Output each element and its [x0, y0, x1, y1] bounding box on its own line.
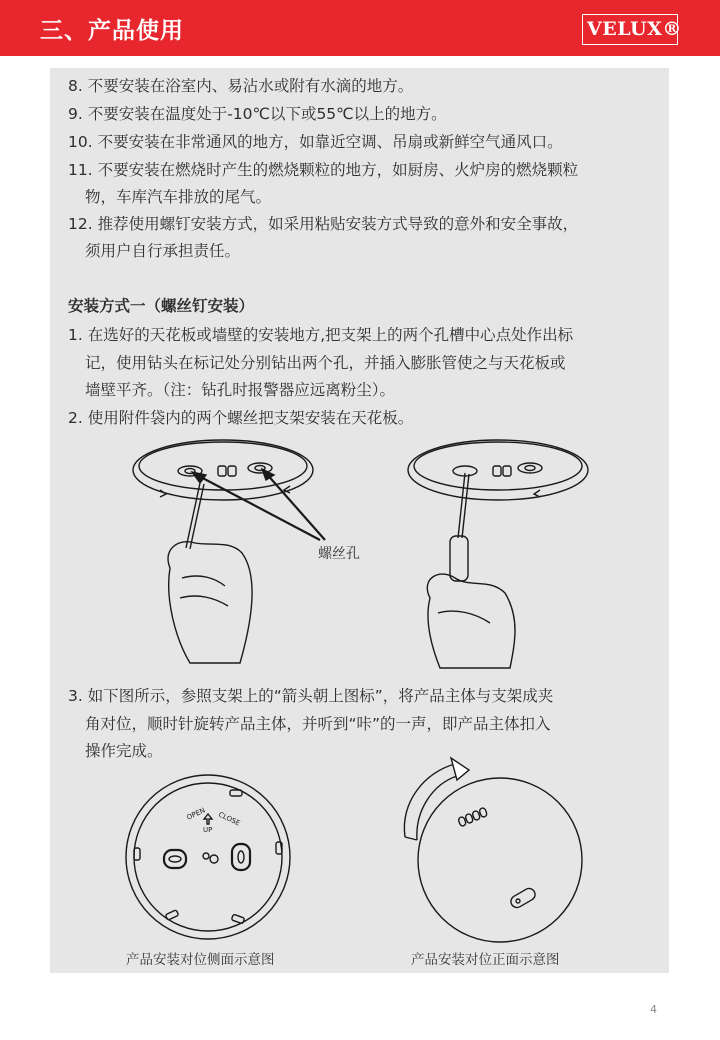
logo-text: VELUX® — [587, 18, 682, 40]
bracket-install-figure — [120, 428, 600, 678]
section-title: 三、产品使用 — [40, 18, 184, 44]
item-9: 9. 不要安装在温度处于-10℃以下或55℃以上的地方。 — [68, 105, 447, 123]
hand-drill-left-drawing — [168, 483, 252, 663]
bracket-left-drawing — [133, 440, 313, 500]
item-10: 10. 不要安装在非常通风的地方，如靠近空调、吊扇或新鲜空气通风口。 — [68, 133, 563, 151]
caption-body: 产品安装对位正面示意图 — [411, 952, 560, 968]
step-3-cont-a: 角对位，顺时针旋转产品主体，并听到“咔”的一声，即产品主体扣入 — [85, 715, 551, 733]
item-11-cont: 物，车库汽车排放的尾气。 — [85, 188, 272, 206]
method-heading: 安装方式一（螺丝钉安装） — [68, 297, 255, 315]
hand-screwdriver-right-drawing — [427, 473, 515, 668]
screw-hole-label: 螺丝孔 — [318, 546, 360, 562]
item-12-cont: 须用户自行承担责任。 — [85, 242, 241, 260]
arrowhead-2 — [262, 469, 274, 480]
caption-bracket: 产品安装对位侧面示意图 — [126, 952, 275, 968]
step-3-cont-b: 操作完成。 — [85, 742, 163, 760]
close-mark: CLOSE — [217, 810, 242, 828]
vent-slots — [458, 807, 488, 827]
bracket-face-figure — [120, 770, 300, 945]
item-12: 12. 推荐使用螺钉安装方式，如采用粘贴安装方式导致的意外和安全事故， — [68, 215, 579, 233]
header-bar — [0, 0, 720, 56]
pointer-line-1 — [195, 474, 320, 540]
step-1-cont-a: 记，使用钻头在标记处分别钻出两个孔，并插入膨胀管使之与天花板或 — [85, 354, 566, 372]
open-mark: OPEN — [185, 806, 207, 822]
arrowhead-1 — [192, 472, 206, 483]
item-11: 11. 不要安装在燃烧时产生的燃烧颗粒的地方，如厨房、火炉房的燃烧颗粒 — [68, 161, 579, 179]
step-2: 2. 使用附件袋内的两个螺丝把支架安装在天花板。 — [68, 409, 414, 427]
page-number: 4 — [650, 1003, 657, 1016]
step-1: 1. 在选好的天花板或墙壁的安装地方,把支架上的两个孔槽中心点处作出标 — [68, 326, 574, 344]
up-mark: UP — [203, 826, 213, 834]
item-8: 8. 不要安装在浴室内、易沾水或附有水滴的地方。 — [68, 77, 414, 95]
product-body-figure — [385, 752, 590, 952]
step-3: 3. 如下图所示，参照支架上的“箭头朝上图标”，将产品主体与支架成夹 — [68, 687, 554, 705]
rotate-arrow-outer — [404, 764, 455, 837]
pointer-line-2 — [265, 472, 325, 540]
velux-logo — [582, 14, 682, 45]
step-1-cont-b: 墙壁平齐。（注：钻孔时报警器应远离粉尘）。 — [85, 381, 396, 399]
bracket-right-drawing — [408, 440, 588, 500]
